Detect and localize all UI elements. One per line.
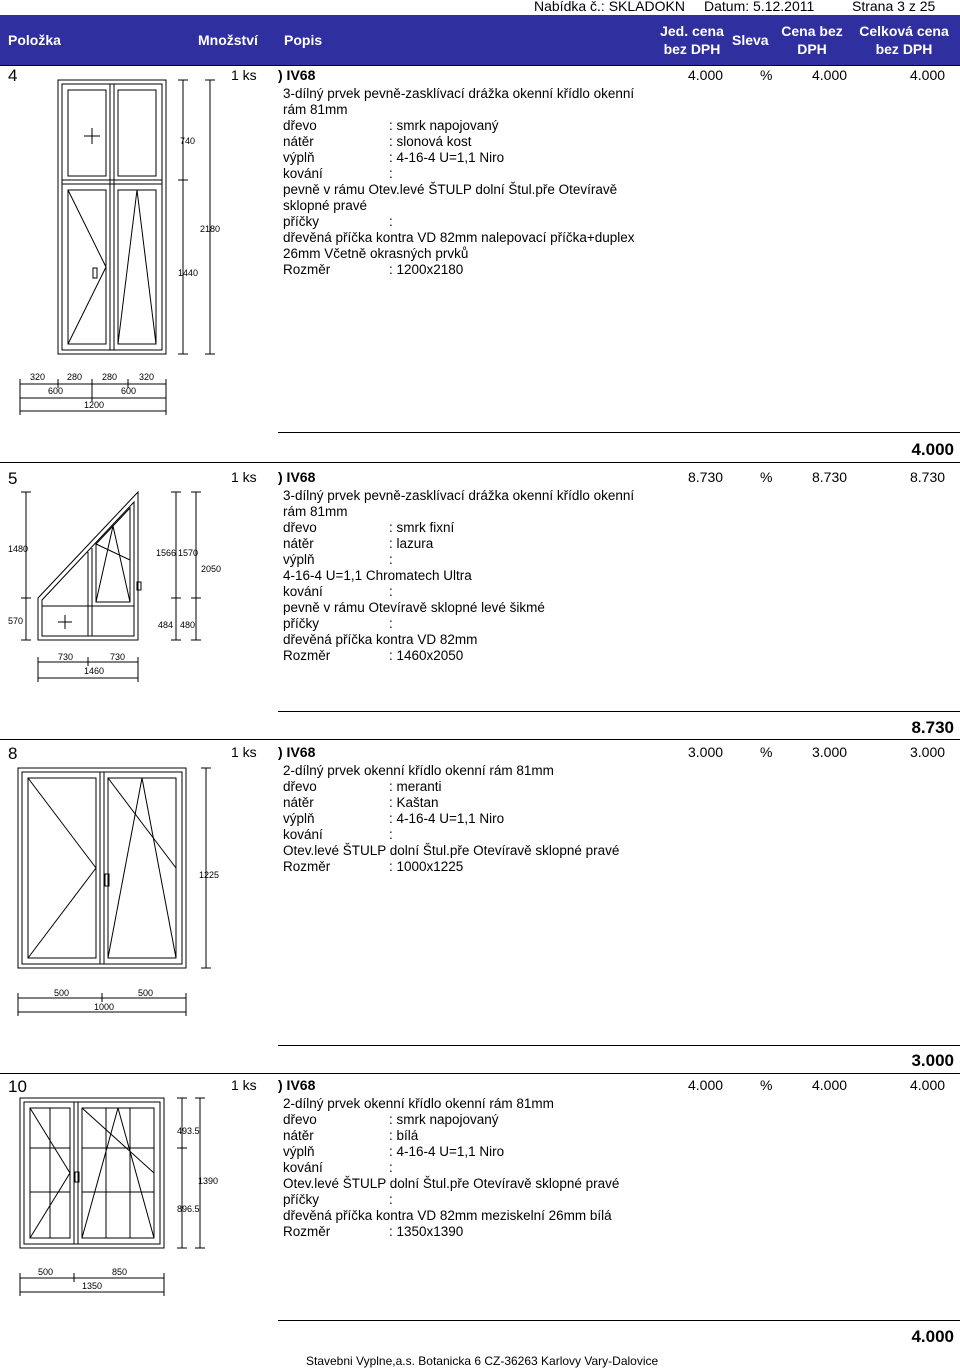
dim-label: 493.5 <box>177 1126 200 1136</box>
dim-label: 600 <box>48 386 64 396</box>
description-value: : <box>389 552 393 567</box>
description-key: kování <box>283 584 323 599</box>
dim-label: 570 <box>8 616 24 626</box>
description-value: : lazura <box>389 536 434 551</box>
dim-label: 1480 <box>8 544 29 554</box>
item-separator <box>0 462 960 463</box>
dim-label: 1000 <box>94 1002 115 1012</box>
price: 3.000 <box>812 744 848 760</box>
dim-label: 280 <box>102 372 118 382</box>
description-value: : slonová kost <box>389 134 472 149</box>
description-key: nátěr <box>283 536 314 551</box>
description-value: : 4-16-4 U=1,1 Niro <box>389 811 505 826</box>
discount: % <box>760 744 773 760</box>
description-key: Rozměr <box>283 859 331 874</box>
window-drawing <box>0 760 260 1020</box>
col-celkova: Celková cena bez DPH <box>859 23 949 57</box>
description-key: 3-dílný prvek pevně-zasklívací drážka okenní křídlo okenní <box>283 488 635 503</box>
window-drawing <box>0 70 260 420</box>
dim-label: 730 <box>58 652 74 662</box>
document-meta <box>534 0 685 14</box>
description-key: 2-dílný prvek okenní křídlo okenní rám 81mm <box>283 763 554 778</box>
price: 8.730 <box>812 469 848 485</box>
dim-label: 850 <box>112 1267 128 1277</box>
discount: % <box>760 469 773 485</box>
discount: % <box>760 1077 773 1093</box>
dim-label: 2180 <box>200 224 221 234</box>
description-key: kování <box>283 166 323 181</box>
item-subtotal: 4.000 <box>911 440 954 459</box>
description-key: 2-dílný prvek okenní křídlo okenní rám 81mm <box>283 1096 554 1111</box>
dim-label: 484 <box>158 620 174 630</box>
item-position: 10 <box>8 1077 27 1096</box>
dim-label: 1570 <box>178 548 199 558</box>
description-key: dřevo <box>283 1112 317 1127</box>
total-price: 3.000 <box>910 744 946 760</box>
subtotal-line <box>278 1045 960 1046</box>
item-subtotal: 4.000 <box>911 1327 954 1346</box>
price: 4.000 <box>812 1077 848 1093</box>
description-key: kování <box>283 827 323 842</box>
description-key: Rozměr <box>283 262 331 277</box>
description-value: : smrk napojovaný <box>389 1112 499 1127</box>
dim-label: 320 <box>139 372 155 382</box>
unit-price: 4.000 <box>688 67 724 83</box>
description-key: kování <box>283 1160 323 1175</box>
item-quantity: 1 ks <box>231 469 257 485</box>
description-value: : smrk fixní <box>389 520 455 535</box>
col-sleva: Sleva <box>732 32 769 48</box>
description-key: Otev.levé ŠTULP dolní Štul.pře Otevíravě sklopné pravé <box>283 1176 620 1191</box>
item-code: ) IV68 <box>278 1077 316 1093</box>
dim-label: 600 <box>121 386 137 396</box>
description-key: rám 81mm <box>283 102 348 117</box>
description-value: : <box>389 1160 393 1175</box>
description-value: : 1200x2180 <box>389 262 464 277</box>
item-code: ) IV68 <box>278 744 316 760</box>
description-value: : meranti <box>389 779 442 794</box>
description-key: příčky <box>283 616 320 631</box>
description-value: : Kaštan <box>389 795 439 810</box>
dim-label: 1225 <box>199 870 220 880</box>
description-key: nátěr <box>283 795 314 810</box>
dim-label: 500 <box>54 988 70 998</box>
item-position: 8 <box>8 744 18 763</box>
description-value: : <box>389 827 393 842</box>
description-key: nátěr <box>283 134 314 149</box>
description-key: příčky <box>283 1192 320 1207</box>
dim-label: 1460 <box>84 666 105 676</box>
dim-label: 2050 <box>201 564 222 574</box>
description-key: pevně v rámu Otev.levé ŠTULP dolní Štul.pře Otevíravě <box>283 182 618 197</box>
description-value: : <box>389 616 393 631</box>
dim-label: 1566 <box>156 548 177 558</box>
price: 4.000 <box>812 67 848 83</box>
dim-label: 1350 <box>82 1281 103 1291</box>
col-jed-cena: Jed. cena bez DPH <box>660 23 724 57</box>
dim-label: 1390 <box>198 1176 219 1186</box>
unit-price: 4.000 <box>688 1077 724 1093</box>
description-value: : bílá <box>389 1128 419 1143</box>
description-key: výplň <box>283 150 315 165</box>
description-key: pevně v rámu Otevíravě sklopné levé šikmé <box>283 600 545 615</box>
unit-price: 3.000 <box>688 744 724 760</box>
description-key: sklopné pravé <box>283 198 368 213</box>
description-key: Rozměr <box>283 1224 331 1239</box>
description-key: příčky <box>283 214 320 229</box>
dim-label: 500 <box>38 1267 54 1277</box>
item-subtotal: 3.000 <box>911 1051 954 1070</box>
item-separator <box>0 65 960 66</box>
description-key: Rozměr <box>283 648 331 663</box>
total-price: 4.000 <box>910 67 946 83</box>
col-cena-bez: Cena bez DPH <box>781 23 843 57</box>
item-position: 5 <box>8 469 18 488</box>
description-value: : 1460x2050 <box>389 648 464 663</box>
item-separator <box>0 1073 960 1074</box>
description-value: : <box>389 1192 393 1207</box>
description-key: 4-16-4 U=1,1 Chromatech Ultra <box>283 568 472 583</box>
window-drawing <box>0 470 260 685</box>
item-code: ) IV68 <box>278 67 316 83</box>
description-value: : <box>389 214 393 229</box>
description-key: rám 81mm <box>283 504 348 519</box>
page-number: Strana 3 z 25 <box>852 0 936 14</box>
description-key: výplň <box>283 1144 315 1159</box>
item-quantity: 1 ks <box>231 1077 257 1093</box>
description-key: výplň <box>283 552 315 567</box>
dim-label: 480 <box>180 620 196 630</box>
item-subtotal: 8.730 <box>911 718 954 737</box>
dim-label: 896.5 <box>177 1204 200 1214</box>
dim-label: 280 <box>67 372 83 382</box>
item-separator <box>0 739 960 740</box>
offer-number: Nabídka č.: SKLADOKN <box>534 0 685 14</box>
description-value: : 1350x1390 <box>389 1224 464 1239</box>
subtotal-line <box>278 711 960 712</box>
discount: % <box>760 67 773 83</box>
description-key: Otev.levé ŠTULP dolní Štul.pře Otevíravě sklopné pravé <box>283 843 620 858</box>
dim-label: 1440 <box>178 268 199 278</box>
dim-label: 1200 <box>84 400 105 410</box>
footer-address: Stavebni Vyplne,a.s. Botanicka 6 CZ-36263 Karlovy Vary-Dalovice <box>306 1354 659 1368</box>
description-key: 26mm Včetně okrasných prvků <box>283 246 469 261</box>
description-key: dřevo <box>283 779 317 794</box>
description-key: dřevo <box>283 520 317 535</box>
description-value: : smrk napojovaný <box>389 118 499 133</box>
item-code: ) IV68 <box>278 469 316 485</box>
document-date: Datum: 5.12.2011 <box>704 0 815 14</box>
subtotal-line <box>278 432 960 433</box>
item-position: 4 <box>8 66 18 85</box>
item-quantity: 1 ks <box>231 67 257 83</box>
dim-label: 730 <box>110 652 126 662</box>
subtotal-line <box>278 1320 960 1321</box>
description-value: : 4-16-4 U=1,1 Niro <box>389 1144 505 1159</box>
item-quantity: 1 ks <box>231 744 257 760</box>
description-value: : <box>389 166 393 181</box>
description-value: : 4-16-4 U=1,1 Niro <box>389 150 505 165</box>
dim-label: 500 <box>138 988 154 998</box>
description-value: : 1000x1225 <box>389 859 464 874</box>
window-drawing <box>0 1092 260 1302</box>
description-key: 3-dílný prvek pevně-zasklívací drážka okenní křídlo okenní <box>283 86 635 101</box>
dim-label: 740 <box>180 136 196 146</box>
col-polozka: Položka <box>8 32 61 48</box>
description-key: dřevěná příčka kontra VD 82mm meziskelní 26mm bílá <box>283 1208 612 1223</box>
description-key: výplň <box>283 811 315 826</box>
total-price: 4.000 <box>910 1077 946 1093</box>
description-value: : <box>389 584 393 599</box>
description-key: nátěr <box>283 1128 314 1143</box>
description-key: dřevěná příčka kontra VD 82mm nalepovací příčka+duplex <box>283 230 635 245</box>
dim-label: 320 <box>30 372 46 382</box>
description-key: dřevo <box>283 118 317 133</box>
unit-price: 8.730 <box>688 469 724 485</box>
col-mnozstvi: Množství <box>198 32 258 48</box>
total-price: 8.730 <box>910 469 946 485</box>
col-popis: Popis <box>284 32 323 48</box>
description-key: dřevěná příčka kontra VD 82mm <box>283 632 478 647</box>
table-header <box>0 15 960 65</box>
